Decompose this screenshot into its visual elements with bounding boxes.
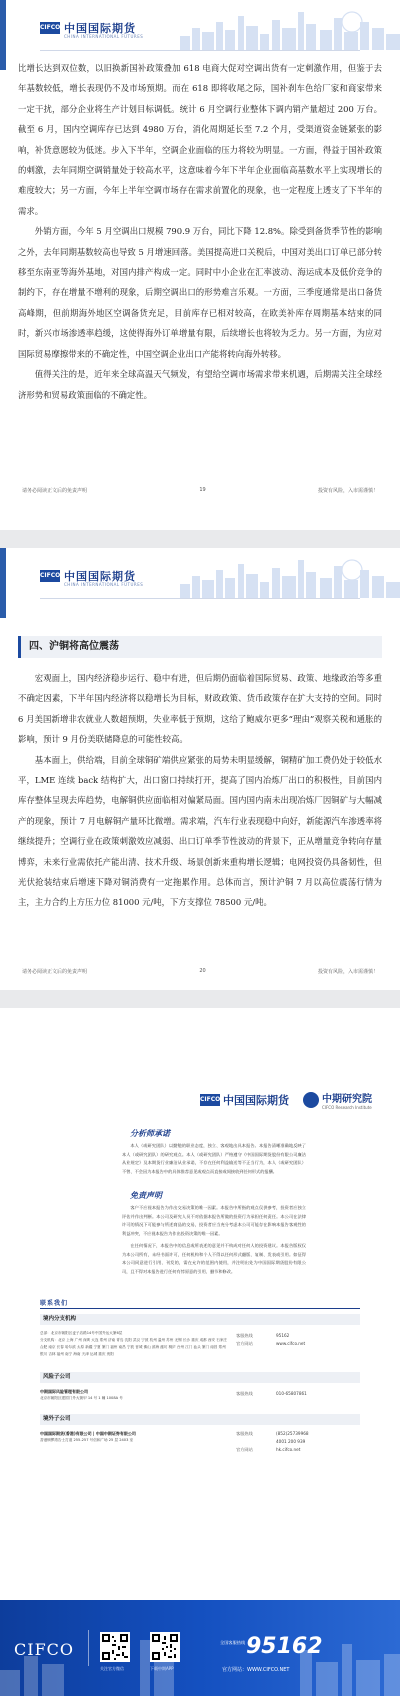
paragraph: 宏观面上，国内经济稳步运行、稳中有进，但后期仍面临着国际贸易、政策、地缘政治等多重不确定因素，下半年国内经济将以稳增长为目标，财政政策、货币政策存在扩大支持的空间。同时 6 月美国新增非农就业人数超预期，失业率低于预期，这给了鲍威尔更多“理由”观察关税和通胀的影响，预计 9 月份美联储降息的可能性较高。 — [18, 673, 382, 745]
header-divider — [40, 50, 360, 51]
website-label: 官方网站 — [236, 1341, 253, 1346]
contact-section-domestic: 境内分支机构 — [40, 1314, 360, 1325]
banner-divider — [88, 1630, 89, 1666]
page-number: 19 — [199, 487, 206, 493]
hotline-number[interactable]: (852)25739968 — [276, 1431, 309, 1436]
contact-banner — [0, 1600, 400, 1696]
page-number: 20 — [199, 968, 206, 974]
hotline-number[interactable]: 95162 — [276, 1333, 290, 1338]
hotline-label: 客服热线 — [236, 1391, 253, 1396]
paragraph: 值得关注的是，近年来全球高温天气频发，有望给空调市场需求带来机遇，后期需关注全球经济形势和贸易政策面临的不确定性。 — [18, 369, 382, 400]
contact-info — [236, 1390, 360, 1398]
footer-disclaimer-note: 请务必阅读正文后的免责声明 — [22, 969, 88, 975]
website-link[interactable]: www.cifco.net — [276, 1341, 306, 1346]
contact-section-risk-subsidiary: 风险子公司 — [40, 1372, 360, 1383]
cifco-logo-mark: CIFCO — [200, 1094, 220, 1106]
cifco-logo-mark: CIFCO — [40, 570, 60, 582]
disclaimer-text: 在任何情况下，本报告中的信息或所表述的意见并不构成对任何人的投资建议。本报告版权仅为本公司所有，未经书面许可，任何机构和个人不得以任何形式翻版、复制、发表或引用。如征得本公司同意进行引用、刊发的，需在允许的范围内使用，并注明出处为中国国际期货股份有限公司，且不得对本报告进行任何有悖原意的引用、删节和修改。 — [122, 1243, 306, 1274]
contact-section-overseas: 境外子公司 — [40, 1414, 360, 1425]
footer-disclaimer-note: 请务必阅读正文后的免责声明 — [22, 488, 88, 494]
research-institute-logo — [303, 1090, 372, 1110]
research-logo-mark — [303, 1092, 319, 1108]
company-name: 中国国际期货(香港)有限公司 | 中国中期证券有限公司 — [40, 1431, 136, 1436]
company-name: 中期国际风险管理有限公司 — [40, 1389, 88, 1394]
research-logo-title: 中期研究院 — [322, 1094, 372, 1105]
contact-divider — [40, 1308, 360, 1309]
website-link[interactable]: hk.cifco.net — [276, 1447, 301, 1452]
section-heading: 四、沪铜将高位震荡 — [18, 636, 382, 658]
hotline-number-secondary[interactable]: 4001 200 939 — [276, 1439, 306, 1444]
company-address: 香港铜锣湾告士打道 255-257 号信和广场 25 层 2403 室 — [40, 1438, 134, 1442]
research-logo-subtitle: CIFCO Research Institute — [322, 1105, 372, 1110]
paragraph: 外销方面，今年 5 月空调出口规模 790.9 万台，同比下降 12.8%。除受到备货季节性的影响之外，去年同期基数较高也导致 5 月增速回落。美国提高进口关税后，中国对美出口订单已部分转移至东南亚等海外基地，对国内排产构成一定。同时中小企业在汇率波动、海运成本及低价竞争的制约下，存在增量不增利的现象，后期空调出口的形势难言乐观。一方面，三季度通常是出口备货高峰期，但前期海外地区空调备货充足，目前库存已相对较高，在欧美补库存周期基本结束的同时，新兴市场渗透率趋缓，这使得海外订单增量有限，后续增长也将较为乏力。另一方面，为应对国际贸易摩擦带来的不确定性，中国空调企业出口产能将转向海外转移。 — [18, 226, 382, 359]
hotline-label: 客服热线 — [236, 1333, 253, 1338]
contact-us-title: 联系我们 — [40, 1300, 69, 1307]
paragraph: 比增长达到双位数，以旧换新国补政策叠加 618 电商大促对空调出货有一定刺激作用，但鉴于去年基数较低，增长表现仍不及市场预期。而在 618 即将收尾之际，国补刹车色给厂家和商家带来一定干扰，部分企业将生产计划目标调低。统计 6 月空调行业整体下调内销产量超过 200 万台。截至 6 月，国内空调库存已达到 4980 万台，消化周期延长至 7.2 个月，受渠道资金链紧张的影响，补货意愿较为低迷。步入下半年，空调企业面临的压力将较为明显。一方面，得益于国补政策的刺激，去年同期空调销量处于较高水平，这意味着今年下半年企业面临高基数水平上实现增长的难度较大；另一方面，今年上半年空调市场存在需求前置化的现象，也一定程度上透支了下半年的需求。 — [18, 63, 382, 216]
cifco-logo-mark: CIFCO — [40, 22, 60, 34]
disclaimer-title: 免责声明 — [130, 1191, 162, 1200]
company-address: 北京市朝阳区建国门外大街甲 14 号 1 幢 1008A 号 — [40, 1396, 123, 1400]
wechat-qr-label: 关注官方微信 — [100, 1666, 124, 1671]
report-page-20 — [0, 548, 400, 990]
website-banner-link[interactable]: 官方网站：WWW.CIFCO.NET — [222, 1667, 290, 1673]
contact-info — [236, 1332, 360, 1348]
cifco-logo — [200, 1092, 289, 1108]
hotline-number[interactable]: 010-65807861 — [276, 1391, 307, 1396]
hotline-banner-number[interactable]: 95162 — [246, 1634, 323, 1659]
analyst-commitment-title: 分析师承诺 — [130, 1129, 170, 1138]
app-qr-code[interactable] — [150, 1632, 180, 1662]
report-body — [18, 58, 382, 405]
contact-info — [236, 1430, 360, 1454]
website-label: 官方网站 — [236, 1447, 253, 1452]
skyline-illustration — [180, 8, 400, 50]
disclaimer-text: 客户不应视本报告为作出交易决策的唯一因素。本报告中所指的观点仅供参考，投资者应独立评估并作出判断。本公司及研究人员不对依据本报告所做的投资行为承担任何责任。本公司在法律许可的情况下可能参与所述商品的交易，投资者应当充分考虑本公司可能存在影响本报告客观性的利益冲突，不应视本报告为作出投资决策的唯一因素。 — [122, 1205, 306, 1236]
logo-title: 中国国际期货 — [64, 22, 136, 35]
wechat-qr-code[interactable] — [100, 1632, 130, 1662]
paragraph: 基本面上，供给端，目前全球铜矿端供应紧张的局势未明显缓解，铜精矿加工费仍处于较低水平，LME 连续 back 结构扩大，出口窗口持续打开，提高了国内冶炼厂出口的积极性，目前国内库存整体呈现去库趋势，电解铜供应面临相对偏紧局面。国内国内南未出现冶炼厂因铜矿与大幅减产的现象，预计 7 月电解铜产量环比微增。需求端，汽车行业表现稳中向好，新能源汽车渗透率将继续提升；空调行业在政策刺激效应减弱、出口订单季节性波动的背景下，正从增量竞争转向存量博弈，未来行业需依托产能出清、技术升级、场景创新来重构增长逻辑；电网投资仍具备韧性，但光伏抢装结束后增速下降对铜消费有一定拖累作用。总体而言，预计沪铜 7 月以高位震荡行情为主，主力合约上方压力位 81000 元/吨，下方支撑位 78500 元/吨。 — [18, 754, 382, 908]
hotline-label: 客服热线 — [236, 1431, 253, 1436]
logo-title: 中国国际期货 — [223, 1094, 289, 1107]
contact-address — [40, 1330, 230, 1358]
footer-risk-note: 投资有风险，入市需谨慎！ — [317, 969, 378, 975]
banner-cifco-logo: CIFCO — [14, 1640, 75, 1659]
header-divider — [40, 598, 360, 599]
logo-title: 中国国际期货 — [64, 570, 136, 583]
logo-subtitle: CHINA INTERNATIONAL FUTURES — [64, 582, 144, 587]
report-page-19 — [0, 0, 400, 530]
footer-risk-note: 投资有风险，入市需谨慎！ — [317, 488, 378, 494]
page-header — [0, 548, 400, 598]
hotline-label-secondary — [236, 1438, 268, 1446]
contact-address — [40, 1388, 230, 1402]
report-body — [18, 668, 382, 913]
skyline-illustration — [180, 556, 400, 598]
contact-address — [40, 1430, 230, 1444]
branch-list: 分支机构：北京 上海 广州 深圳 大连 郑州 济南 青岛 沈阳 武汉 宁波 杭州 温州 苏州 无锡 长沙 重庆 成都 西安 石家庄 合肥 南京 长春 哈尔滨 太原 新疆 宁夏 厦门 福州 南昌 宁波 晋城 佛山 滨海 潍坊 桐庐 台州 江门 汕头 厦门 南昌 郑州 银川 吉林 福州 南宁 海南 天津 运城 重庆 贵阳 — [40, 1338, 228, 1356]
page-footer — [22, 487, 378, 494]
qr-code-icon — [102, 1634, 128, 1660]
page-header — [0, 0, 400, 50]
page-footer — [22, 968, 378, 975]
headquarters-address: 总部：北京市朝阳区麦子店路14号中国外运大厦6层 — [40, 1331, 123, 1335]
hotline-banner-label: 全国客服热线 — [220, 1640, 246, 1645]
back-page-logos — [200, 1090, 372, 1110]
logo-subtitle: CHINA INTERNATIONAL FUTURES — [64, 34, 144, 39]
report-back-page — [0, 1008, 400, 1696]
qr-code-icon — [152, 1634, 178, 1660]
analyst-commitment-text: 本人（或研究团队）以勤勉的职业态度，独立、客观地出具本报告。本报告清晰准确地反映了本人（或研究团队）的研究观点。本人（或研究团队）严格遵守《中国国际期货股份有限公司廉洁从业规定》及本期货行业廉洁从业承诺，不存在任何利益输送等不正当行为，本人（或研究团队）不曾、不会因为本报告中的具体推荐意见或观点而直接或间接收到任何形式的报酬。 — [122, 1143, 306, 1174]
app-qr-label: 下载中期APP — [150, 1666, 174, 1671]
